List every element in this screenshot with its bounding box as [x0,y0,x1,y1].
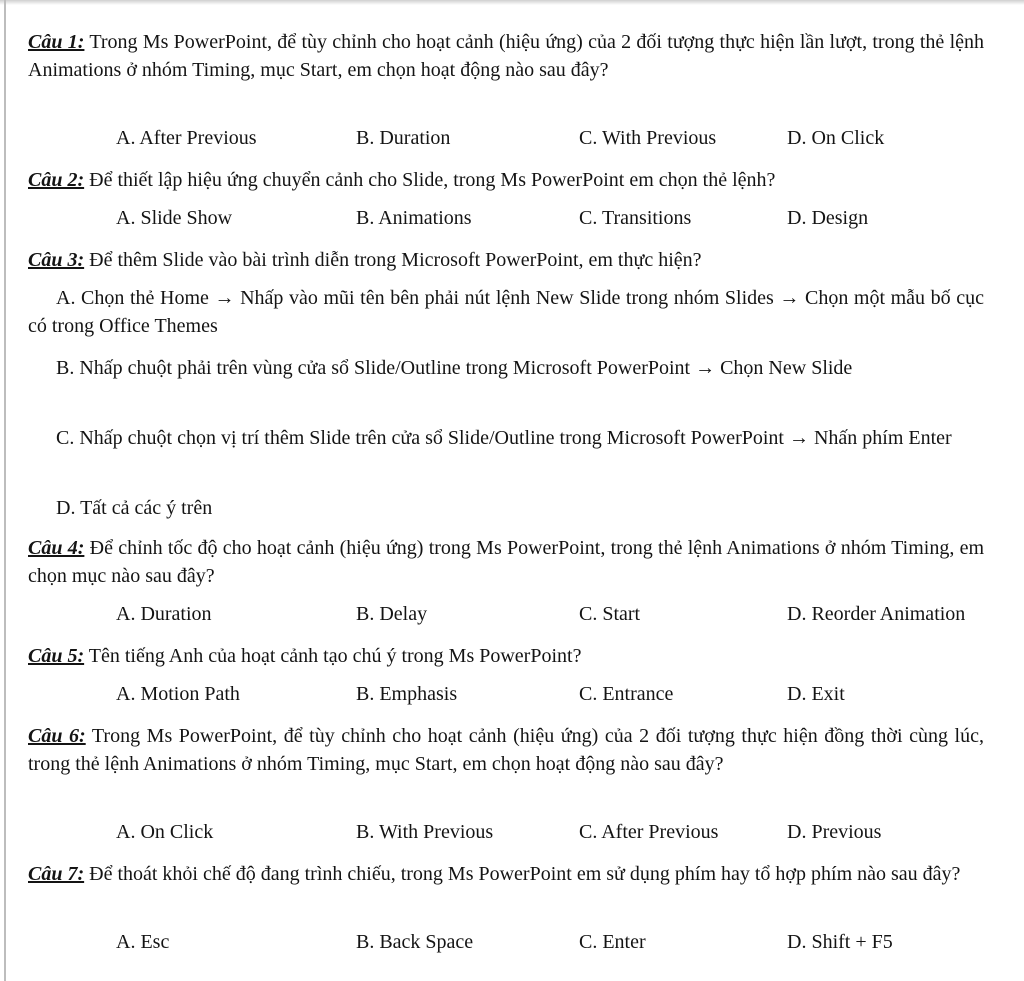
q4-option-d[interactable]: D. Reorder Animation [787,603,966,625]
question-text: Để thêm Slide vào bài trình diễn trong Microsoft PowerPoint, em thực hiện? [89,249,702,271]
question-label: Câu 5: [28,645,85,667]
q6-option-a[interactable]: A. On Click [116,821,214,843]
q2-option-d[interactable]: D. Design [787,207,869,229]
question-4 [28,534,984,590]
question-label: Câu 3: [28,249,85,271]
q4-option-a[interactable]: A. Duration [116,603,212,625]
q3-option-b[interactable]: B. Nhấp chuột phải trên vùng cửa sổ Slide/Outline trong Microsoft PowerPoint → Chọn New Slide [56,357,853,379]
q3-option-a[interactable]: A. Chọn thẻ Home → Nhấp vào mũi tên bên phải nút lệnh New Slide trong nhóm Slides → Chọn một mẫu bố cục có trong Office Themes [28,287,984,337]
question-label: Câu 7: [28,863,85,885]
q1-option-c[interactable]: C. With Previous [579,127,717,149]
q3-option-d[interactable]: D. Tất cả các ý trên [56,497,213,519]
q6-option-d[interactable]: D. Previous [787,821,882,843]
question-text: Để chỉnh tốc độ cho hoạt cảnh (hiệu ứng) trong Ms PowerPoint, trong thẻ lệnh Animations ở nhóm Timing, em chọn mục nào sau đây? [28,537,985,587]
q2-option-a[interactable]: A. Slide Show [116,207,233,229]
question-text: Trong Ms PowerPoint, để tùy chỉnh cho hoạt cảnh (hiệu ứng) của 2 đối tượng thực hiện đồng thời cùng lúc, trong thẻ lệnh Animations ở nhóm Timing, mục Start, em chọn hoạt động nào sau đây? [28,725,984,775]
q1-option-d[interactable]: D. On Click [787,127,885,149]
question-5 [28,642,984,670]
question-label: Câu 6: [28,725,86,747]
question-3 [28,246,984,274]
question-label: Câu 1: [28,31,85,53]
q2-option-b[interactable]: B. Animations [356,207,472,229]
q5-option-b[interactable]: B. Emphasis [356,683,458,705]
q4-option-b[interactable]: B. Delay [356,603,428,625]
q5-option-a[interactable]: A. Motion Path [116,683,240,705]
question-7 [28,860,984,888]
q5-option-d[interactable]: D. Exit [787,683,845,705]
question-label: Câu 4: [28,537,85,559]
question-text: Để thiết lập hiệu ứng chuyển cảnh cho Slide, trong Ms PowerPoint em chọn thẻ lệnh? [89,169,776,191]
question-text: Trong Ms PowerPoint, để tùy chỉnh cho hoạt cảnh (hiệu ứng) của 2 đối tượng thực hiện lần lượt, trong thẻ lệnh Animations ở nhóm Timing, mục Start, em chọn hoạt động nào sau đây? [28,31,985,81]
q6-option-b[interactable]: B. With Previous [356,821,494,843]
question-text: Tên tiếng Anh của hoạt cảnh tạo chú ý trong Ms PowerPoint? [88,645,582,667]
question-2 [28,166,984,194]
question-text: Để thoát khỏi chế độ đang trình chiếu, trong Ms PowerPoint em sử dụng phím hay tổ hợp phím nào sau đây? [89,863,961,885]
q7-option-b[interactable]: B. Back Space [356,931,474,953]
q7-option-a[interactable]: A. Esc [116,931,170,953]
question-1 [28,28,984,84]
q5-option-c[interactable]: C. Entrance [579,683,674,705]
question-6 [28,722,984,778]
q6-option-c[interactable]: C. After Previous [579,821,719,843]
q1-option-b[interactable]: B. Duration [356,127,451,149]
q4-option-c[interactable]: C. Start [579,603,641,625]
question-label: Câu 2: [28,169,85,191]
q2-option-c[interactable]: C. Transitions [579,207,692,229]
q7-option-d[interactable]: D. Shift + F5 [787,931,893,953]
q1-option-a[interactable]: A. After Previous [116,127,257,149]
q3-option-c[interactable]: C. Nhấp chuột chọn vị trí thêm Slide trên cửa sổ Slide/Outline trong Microsoft PowerPoint → Nhấn phím Enter [56,427,952,449]
q7-option-c[interactable]: C. Enter [579,931,646,953]
